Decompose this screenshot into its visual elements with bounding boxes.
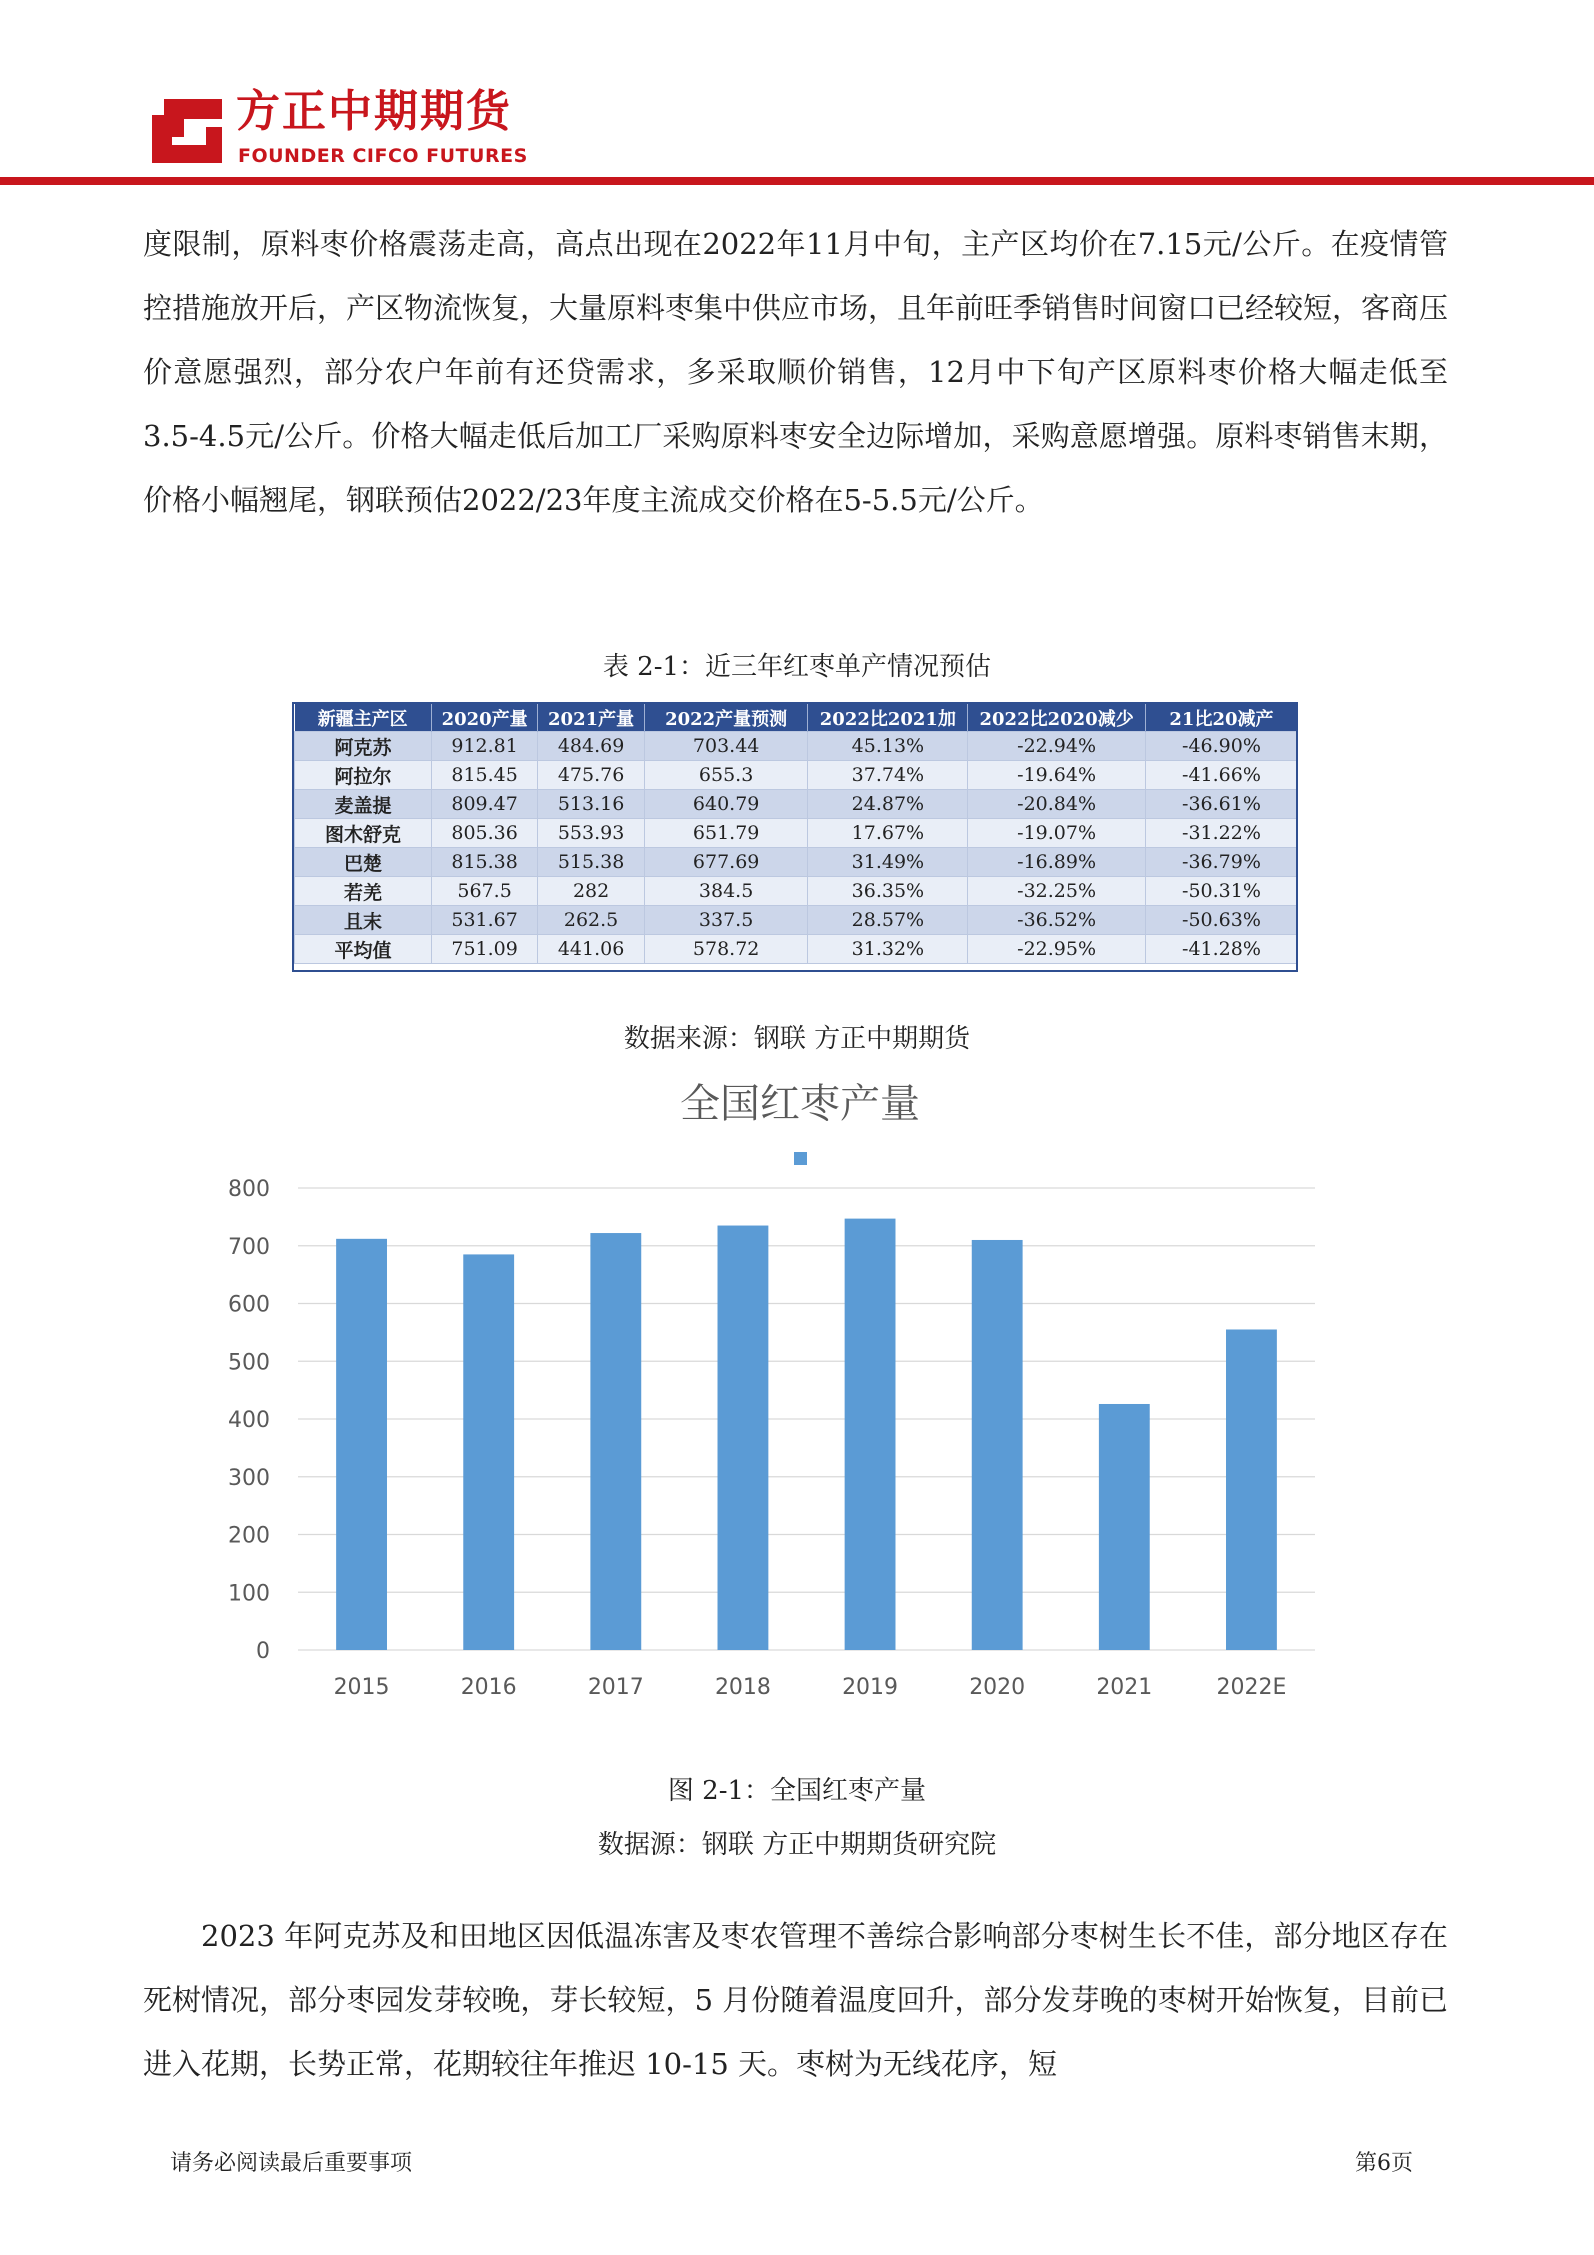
y-tick-label: 800 [228,1177,270,1202]
table-value-cell: -16.89% [968,848,1146,877]
table-value-cell: 31.32% [808,935,968,964]
table-header-cell: 2020产量 [431,704,537,732]
table-value-cell: -32.25% [968,877,1146,906]
company-logo-icon [150,97,224,165]
chart-bar [463,1254,514,1650]
legend-marker [794,1152,807,1165]
table-value-cell: 655.3 [644,761,808,790]
x-tick-label: 2020 [969,1675,1026,1700]
x-tick-label: 2016 [460,1675,517,1700]
table-row [295,935,1298,964]
table-header-cell: 新疆主产区 [295,704,432,732]
y-tick-label: 200 [228,1523,270,1549]
table-value-cell: -41.66% [1145,761,1297,790]
table-value-cell: -36.79% [1145,848,1297,877]
table-value-cell: 751.09 [431,935,537,964]
table-value-cell: 805.36 [431,819,537,848]
table-value-cell: 815.45 [431,761,537,790]
table-value-cell: 337.5 [644,906,808,935]
table-value-cell: 513.16 [538,790,644,819]
table-region-cell: 且末 [295,906,432,935]
table-row [295,761,1298,790]
table-row [295,819,1298,848]
table-row [295,906,1298,935]
table-value-cell: 815.38 [431,848,537,877]
table-source: 数据来源：钢联 方正中期期货 [623,1024,971,1054]
table-value-cell: -50.63% [1145,906,1297,935]
y-tick-label: 100 [228,1581,270,1607]
table-header-cell: 2021产量 [538,704,644,732]
table-header-cell: 21比20减产 [1145,704,1297,732]
table-region-cell: 图木舒克 [295,819,432,848]
x-tick-label: 2018 [714,1675,771,1700]
table-value-cell: 553.93 [538,819,644,848]
table-value-cell: 640.79 [644,790,808,819]
table-value-cell: -36.52% [968,906,1146,935]
production-table [294,704,1298,964]
y-tick-label: 500 [228,1350,270,1376]
x-tick-label: 2019 [842,1675,899,1700]
table-value-cell: 45.13% [808,732,968,761]
chart-bar [718,1226,769,1650]
table-region-cell: 若羌 [295,877,432,906]
table-value-cell: 384.5 [644,877,808,906]
table-region-cell: 阿克苏 [295,732,432,761]
brand-name-en: FOUNDER CIFCO FUTURES [238,145,528,167]
footer-disclaimer: 请务必阅读最后重要事项 [170,2151,413,2176]
table-row [295,877,1298,906]
table-region-cell: 平均值 [295,935,432,964]
table-region-cell: 巴楚 [295,848,432,877]
chart-bar [845,1219,896,1650]
table-region-cell: 麦盖提 [295,790,432,819]
table-value-cell: 567.5 [431,877,537,906]
table-row [295,732,1298,761]
chart-title: 全国红枣产量 [680,1081,920,1127]
body-paragraph-2: 2023 年阿克苏及和田地区因低温冻害及枣农管理不善综合影响部分枣树生长不佳，部分地区存在死树情况，部分枣园发芽较晚，芽长较短，5 月份随着温度回升，部分发芽晚的枣树开始恢复，目前已进入花期，长势正常，花期较往年推迟 10-15 天。枣树为无线花序，短 [143,1919,1448,2081]
table-value-cell: 809.47 [431,790,537,819]
table-value-cell: 36.35% [808,877,968,906]
y-tick-label: 400 [228,1408,270,1433]
body-paragraph-1: 度限制，原料枣价格震荡走高，高点出现在2022年11月中旬，主产区均价在7.15元/公斤。在疫情管控措施放开后，产区物流恢复，大量原料枣集中供应市场，且年前旺季销售时间窗口已经较短，客商压价意愿强烈，部分农户年前有还贷需求，多采取顺价销售，12月中下旬产区原料枣价格大幅走低至3.5-4.5元/公斤。价格大幅走低后加工厂采购原料枣安全边际增加，采购意愿增强。原料枣销售末期，价格小幅翘尾，钢联预估2022/23年度主流成交价格在5-5.5元/公斤。 [143,227,1449,517]
table-value-cell: 37.74% [808,761,968,790]
table-value-cell: 475.76 [538,761,644,790]
table-header-cell: 2022比2020减少 [968,704,1146,732]
chart-bar [1226,1329,1277,1650]
table-value-cell: 24.87% [808,790,968,819]
x-tick-label: 2021 [1096,1675,1153,1700]
table-value-cell: 31.49% [808,848,968,877]
table-value-cell: -22.94% [968,732,1146,761]
table-value-cell: -41.28% [1145,935,1297,964]
x-tick-label: 2022E [1216,1675,1287,1700]
table-value-cell: 651.79 [644,819,808,848]
table-region-cell: 阿拉尔 [295,761,432,790]
page-number: 第6页 [1355,2151,1413,2176]
y-tick-label: 0 [256,1639,270,1664]
table-value-cell: -19.64% [968,761,1146,790]
table-header-cell: 2022比2021加 [808,704,968,732]
chart-bar [590,1233,641,1650]
table-value-cell: 703.44 [644,732,808,761]
table-value-cell: 515.38 [538,848,644,877]
chart-bar [972,1240,1023,1650]
y-tick-label: 600 [228,1292,270,1318]
table-value-cell: -46.90% [1145,732,1297,761]
table-value-cell: 531.67 [431,906,537,935]
table-value-cell: 28.57% [808,906,968,935]
x-tick-label: 2017 [587,1675,644,1700]
table-caption: 表 2-1：近三年红枣单产情况预估 [602,652,992,682]
table-value-cell: 262.5 [538,906,644,935]
table-value-cell: 578.72 [644,935,808,964]
table-value-cell: -20.84% [968,790,1146,819]
table-value-cell: 677.69 [644,848,808,877]
x-tick-label: 2015 [333,1675,390,1700]
table-value-cell: 484.69 [538,732,644,761]
table-value-cell: 441.06 [538,935,644,964]
chart-bar [336,1239,387,1650]
table-value-cell: -31.22% [1145,819,1297,848]
figure-source: 数据源：钢联 方正中期期货研究院 [597,1830,997,1860]
table-value-cell: -36.61% [1145,790,1297,819]
table-value-cell: -19.07% [968,819,1146,848]
table-row [295,848,1298,877]
header-divider [0,177,1594,185]
table-value-cell: -22.95% [968,935,1146,964]
table-header-row [295,704,1298,732]
y-tick-label: 300 [228,1465,270,1491]
table-row [295,790,1298,819]
table-value-cell: -50.31% [1145,877,1297,906]
table-value-cell: 282 [538,877,644,906]
production-bar-chart [228,1060,1340,1720]
y-tick-label: 700 [228,1234,270,1260]
page-header [0,0,1594,190]
figure-caption: 图 2-1：全国红枣产量 [667,1776,927,1806]
brand-name-cn: 方正中期期货 [236,86,512,137]
table-header-cell: 2022产量预测 [644,704,808,732]
chart-bar [1099,1404,1150,1650]
table-value-cell: 17.67% [808,819,968,848]
table-value-cell: 912.81 [431,732,537,761]
